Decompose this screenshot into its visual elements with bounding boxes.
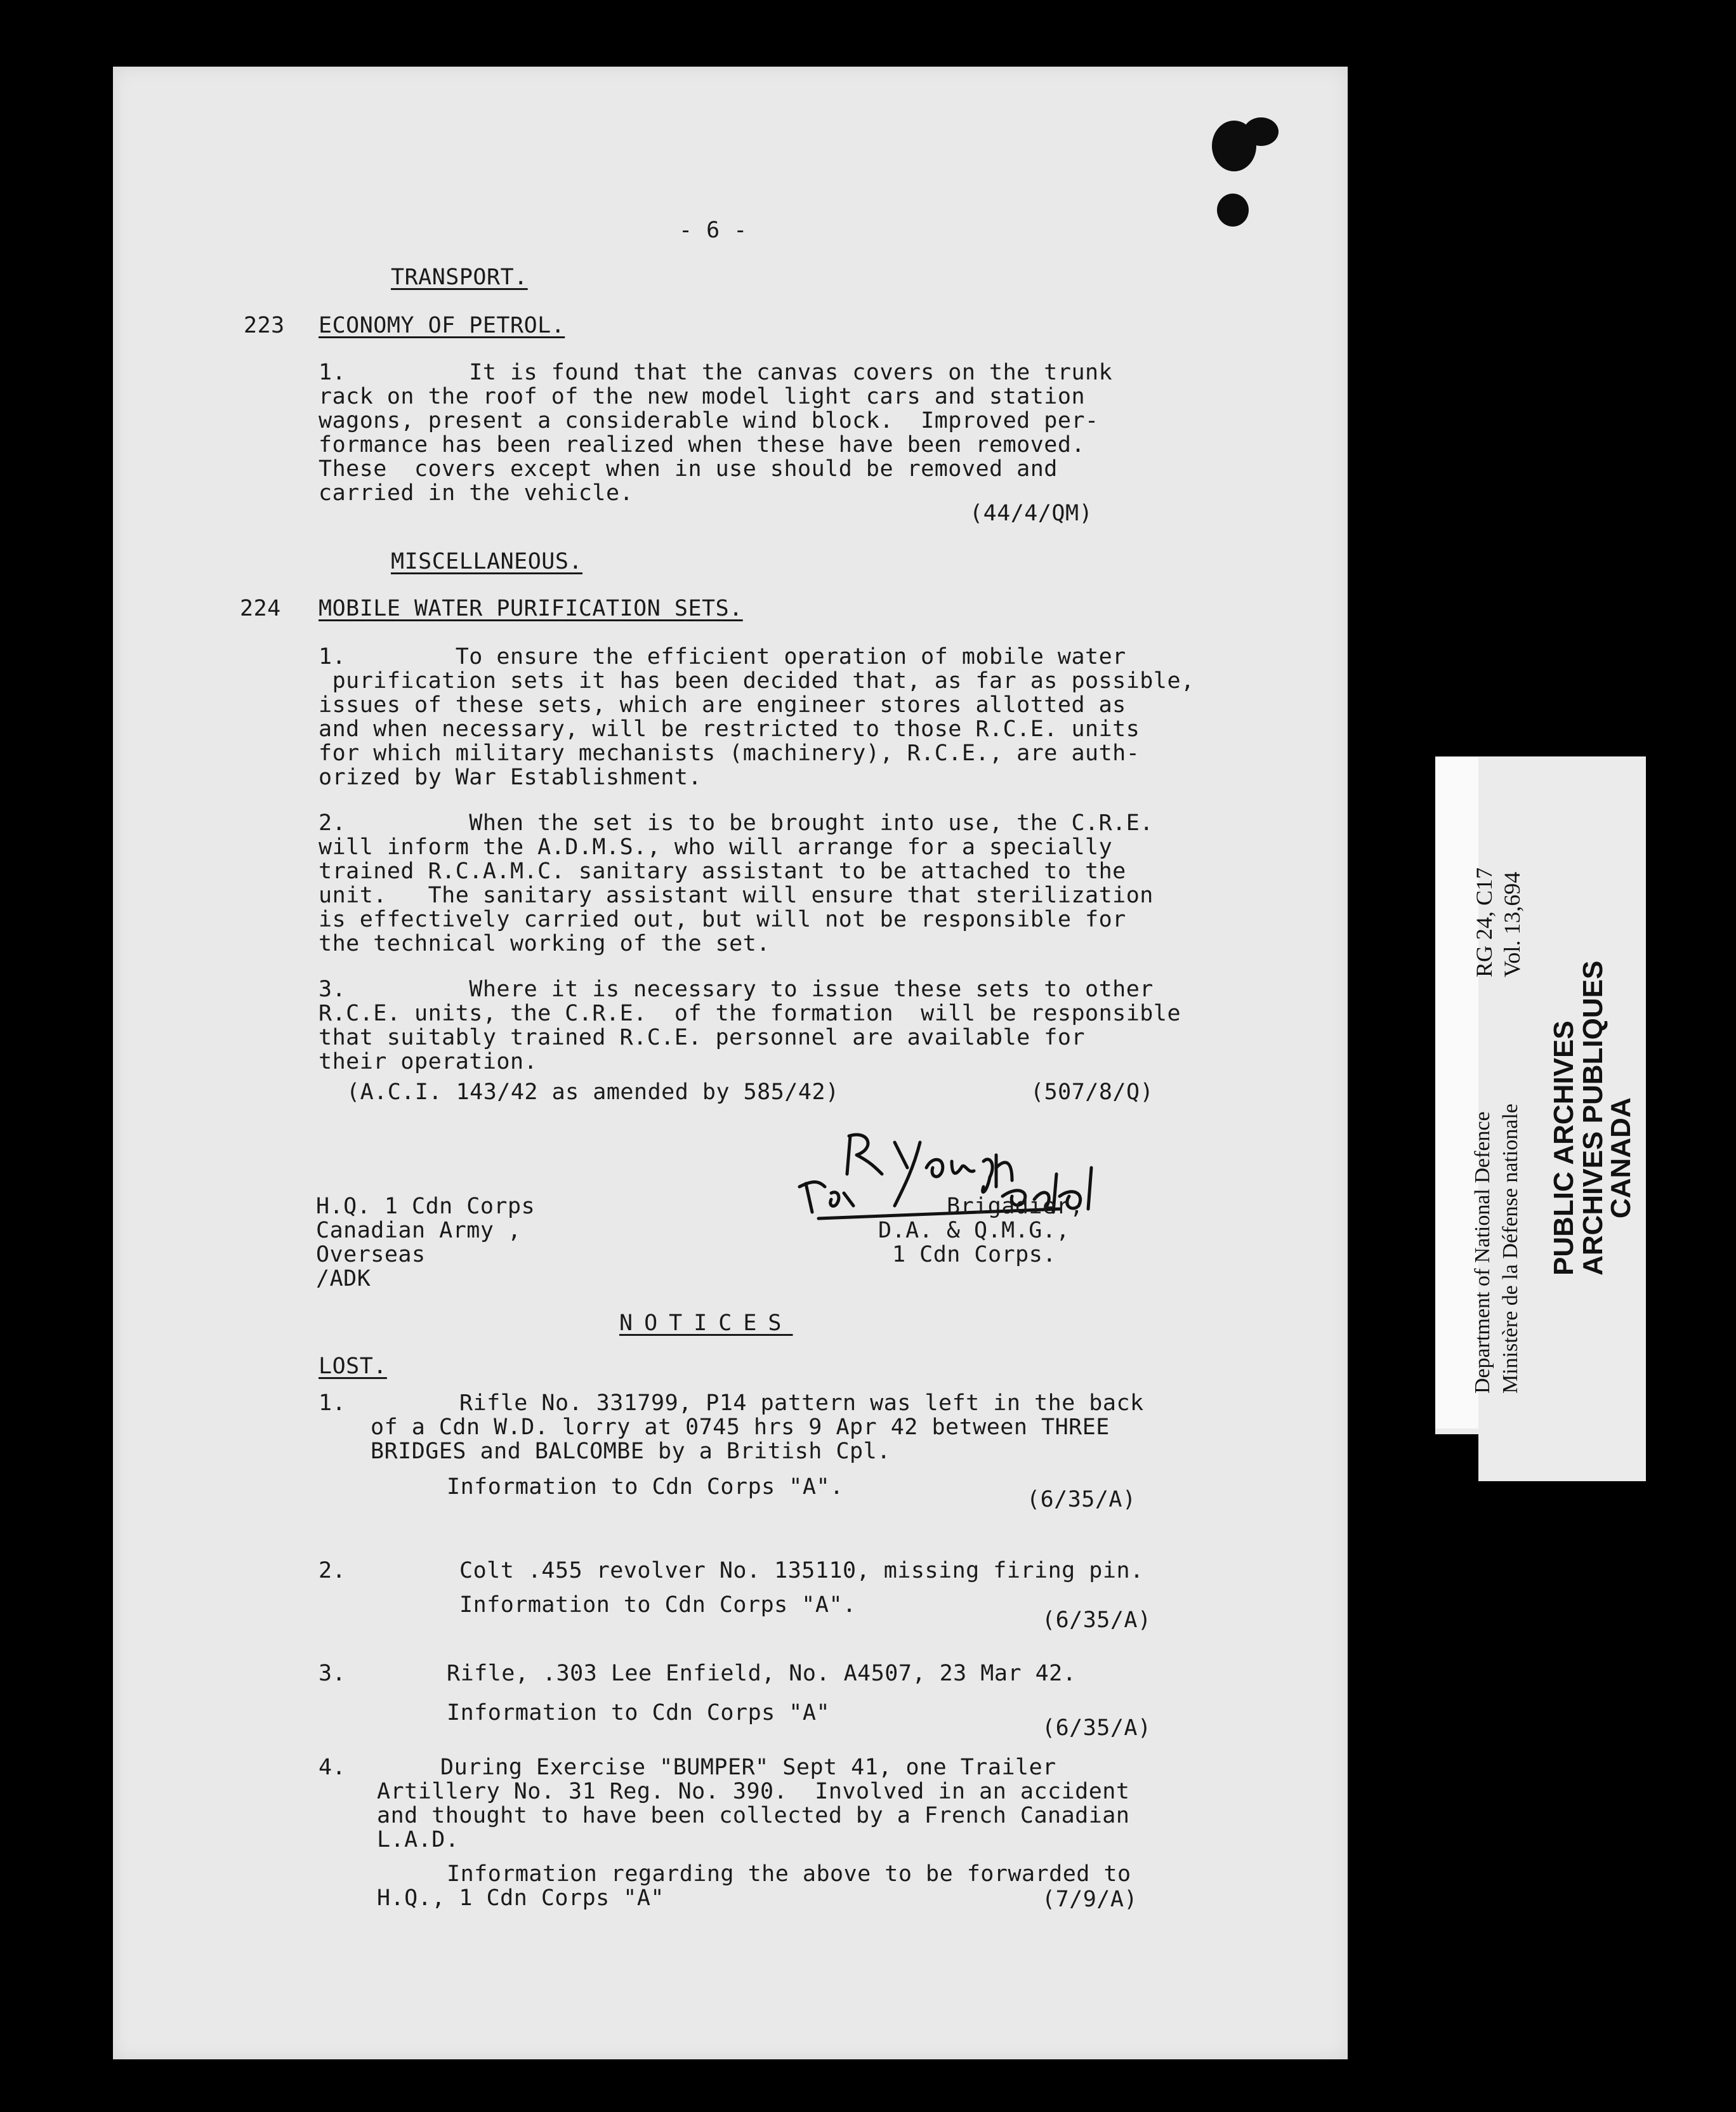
paragraph-223-1: 1. It is found that the canvas covers on the trunk rack on the roof of the new model light cars and station wagons, present a considerable wind block. Improved per- formance has been realized when these have been removed. These covers except when in use should be removed and carried in the vehicle. xyxy=(319,360,1113,506)
notices-subheading-lost: LOST. xyxy=(319,1354,387,1379)
signature-right-line-3: 1 Cdn Corps. xyxy=(892,1242,1056,1267)
paragraph-224-1: 1. To ensure the efficient operation of mobile water purification sets it has been decided that, as far as possible, issues of these sets, which are engineer stores allotted as and when necessary, will be restricted to those R.C.E. units for which military mechanists (machinery), R.C.E., are auth- orized by War Establishment. xyxy=(319,644,1195,790)
archive-department-en: Department of National Defence xyxy=(1471,1111,1494,1394)
reference-224: (507/8/Q) xyxy=(1030,1079,1154,1105)
notice-item-ref: (6/35/A) xyxy=(1027,1487,1136,1512)
archive-rg-number: RG 24, C17 xyxy=(1471,867,1497,977)
paragraph-224-3: 3. Where it is necessary to issue these sets to other R.C.E. units, the C.R.E. of the formation will be responsible that suitably trained R.C.E. personnel are available for their operation. xyxy=(319,977,1181,1074)
notice-item-ref: (7/9/A) xyxy=(1042,1887,1138,1912)
notice-item-ref: (6/35/A) xyxy=(1042,1607,1152,1633)
notice-item-number: 1. xyxy=(319,1390,346,1416)
notice-item-info: Information to Cdn Corps "A". xyxy=(447,1474,844,1500)
archive-title-en: PUBLIC ARCHIVES xyxy=(1548,1020,1579,1276)
signature-right-line-2: D.A. & Q.M.G., xyxy=(878,1218,1070,1243)
signature-left-line-4: /ADK xyxy=(316,1266,371,1291)
notices-title: NOTICES xyxy=(619,1310,793,1336)
section-heading-transport: TRANSPORT. xyxy=(391,265,528,290)
notice-item-number: 2. xyxy=(319,1558,346,1583)
signature-left-line-1: H.Q. 1 Cdn Corps xyxy=(316,1194,536,1219)
paragraph-224-2: 2. When the set is to be brought into use, the C.R.E. will inform the A.D.M.S., who will arrange for a specially trained R.C.A.M.C. sanitary assistant to be attached to the unit. The sanitary assistant will ensure that sterilization is effectively carried out, but will not be responsible for the technical working of the set. xyxy=(319,810,1154,956)
authority-224: (A.C.I. 143/42 as amended by 585/42) xyxy=(346,1079,839,1105)
notice-item-ref: (6/35/A) xyxy=(1042,1715,1152,1741)
archive-title-fr: ARCHIVES PUBLIQUES xyxy=(1577,960,1608,1276)
section-heading-miscellaneous: MISCELLANEOUS. xyxy=(391,549,583,574)
archive-volume: Vol. 13,694 xyxy=(1499,871,1525,977)
signature-left-line-2: Canadian Army , xyxy=(316,1218,522,1243)
notice-item-text: Rifle No. 331799, P14 pattern was left in the back of a Cdn W.D. lorry at 0745 hrs 9 Apr 42 between THREE BRIDGES and BALCOMBE by a British Cpl. xyxy=(371,1390,1144,1464)
page-number: - 6 - xyxy=(679,218,747,243)
notice-item-info: Information to Cdn Corps "A" xyxy=(447,1700,831,1726)
notice-item-text: Colt .455 revolver No. 135110, missing firing pin. xyxy=(459,1558,1144,1583)
signature-right-line-1: Brigadier, xyxy=(947,1194,1084,1219)
archive-country: CANADA xyxy=(1605,1097,1636,1218)
section-number-224: 224 xyxy=(240,596,281,621)
archive-department-fr: Ministère de la Défense nationale xyxy=(1499,1104,1522,1394)
notice-item-number: 3. xyxy=(319,1661,346,1686)
reference-223: (44/4/QM) xyxy=(970,501,1093,526)
section-title-economy-of-petrol: ECONOMY OF PETROL. xyxy=(319,313,565,338)
section-title-water-purification: MOBILE WATER PURIFICATION SETS. xyxy=(319,596,743,621)
notice-item-number: 4. xyxy=(319,1755,346,1780)
notice-item-info: Information regarding the above to be forwarded to H.Q., 1 Cdn Corps "A" xyxy=(377,1861,1131,1911)
ink-blot xyxy=(1244,117,1279,146)
section-number-223: 223 xyxy=(244,313,285,338)
signature-left-line-3: Overseas xyxy=(316,1242,426,1267)
notice-item-text: Rifle, .303 Lee Enfield, No. A4507, 23 Mar 42. xyxy=(447,1661,1077,1686)
notice-item-info: Information to Cdn Corps "A". xyxy=(459,1592,857,1618)
ink-blot xyxy=(1217,194,1249,227)
notice-item-text: During Exercise "BUMPER" Sept 41, one Trailer Artillery No. 31 Reg. No. 390. Involved in an accident and thought to have been collected by a French Canadian L.A.D. xyxy=(377,1755,1130,1852)
